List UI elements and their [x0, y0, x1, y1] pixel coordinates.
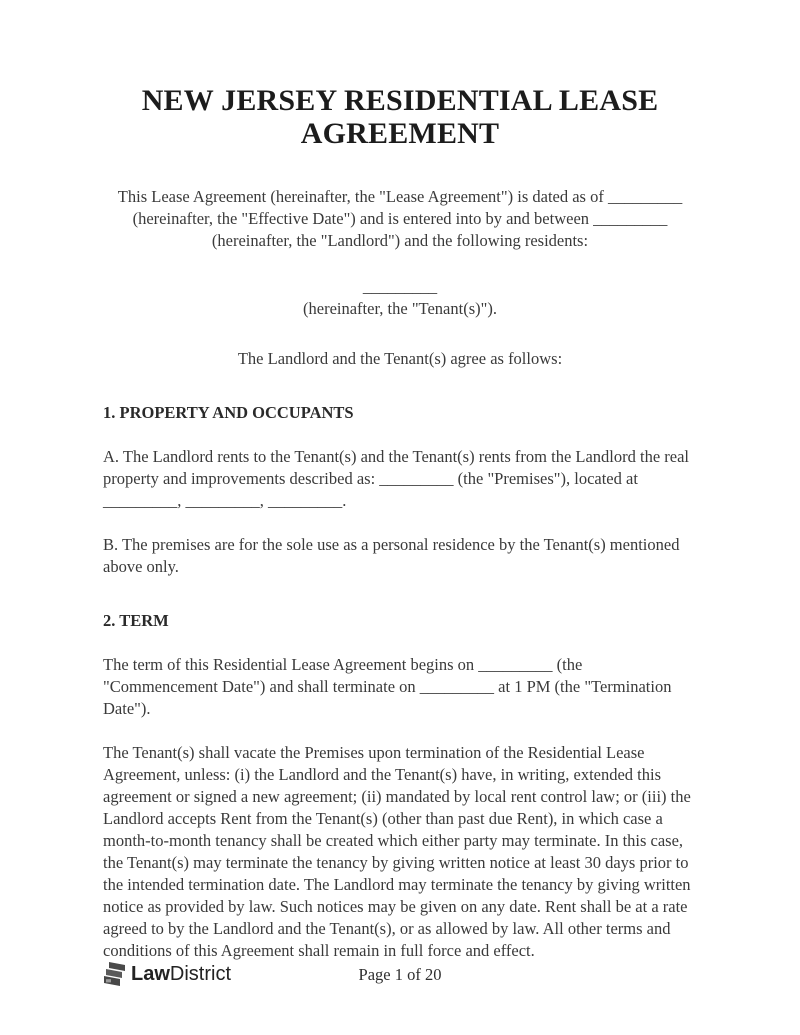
section-1-paragraph-a: A. The Landlord rents to the Tenant(s) and the Tenant(s) rents from the Landlord the real property and improvements described as: _________ (the "Premises"), located at _________, _________, _________. [103, 447, 690, 510]
page-footer [103, 959, 697, 987]
section-2-heading: 2. TERM [103, 611, 169, 630]
document-title: NEW JERSEY RESIDENTIAL LEASE AGREEMENT [141, 84, 659, 150]
intro-paragraph: This Lease Agreement (hereinafter, the "Lease Agreement") is dated as of _________ (hereinafter, the "Effective Date") and is entered into by and between _________ (hereinafter, the "Landlord") and the following residents: [117, 187, 683, 250]
agreement-statement: The Landlord and the Tenant(s) agree as follows: [237, 349, 563, 368]
page-number: Page 1 of 20 [358, 965, 442, 984]
logo-text-district: District [169, 963, 232, 985]
logo-text-law: Law [131, 963, 170, 985]
section-2-paragraph-term: The term of this Residential Lease Agreement begins on _________ (the "Commencement Date") and shall terminate on _________ at 1 PM (the "Termination Date"). [103, 655, 672, 718]
tenant-label: (hereinafter, the "Tenant(s)"). [303, 299, 497, 318]
section-1-paragraph-b: B. The premises are for the sole use as a personal residence by the Tenant(s) mentioned above only. [103, 535, 680, 576]
section-2-paragraph-vacate: The Tenant(s) shall vacate the Premises upon termination of the Residential Lease Agreement, unless: (i) the Landlord and the Tenant(s) have, in writing, extended this agreement or signed a new agreement; (ii) mandated by local rent control law; or (iii) the Landlord accepts Rent from the Tenant(s) (other than past due Rent), in which case a month-to-month tenancy shall be created which either party may terminate. In this case, the Tenant(s) may terminate the tenancy by giving written notice at least 30 days prior to the intended termination date. The Landlord may terminate the tenancy by giving written notice as provided by law. Such notices may be given on any date. Rent shall be at a rate agreed to by the Landlord and the Tenant(s), or as allowed by law. All other terms and conditions of this Agreement shall remain in full force and effect. [103, 743, 691, 960]
section-1-heading: 1. PROPERTY AND OCCUPANTS [103, 403, 354, 422]
tenant-name-blank: _________ [362, 277, 438, 296]
